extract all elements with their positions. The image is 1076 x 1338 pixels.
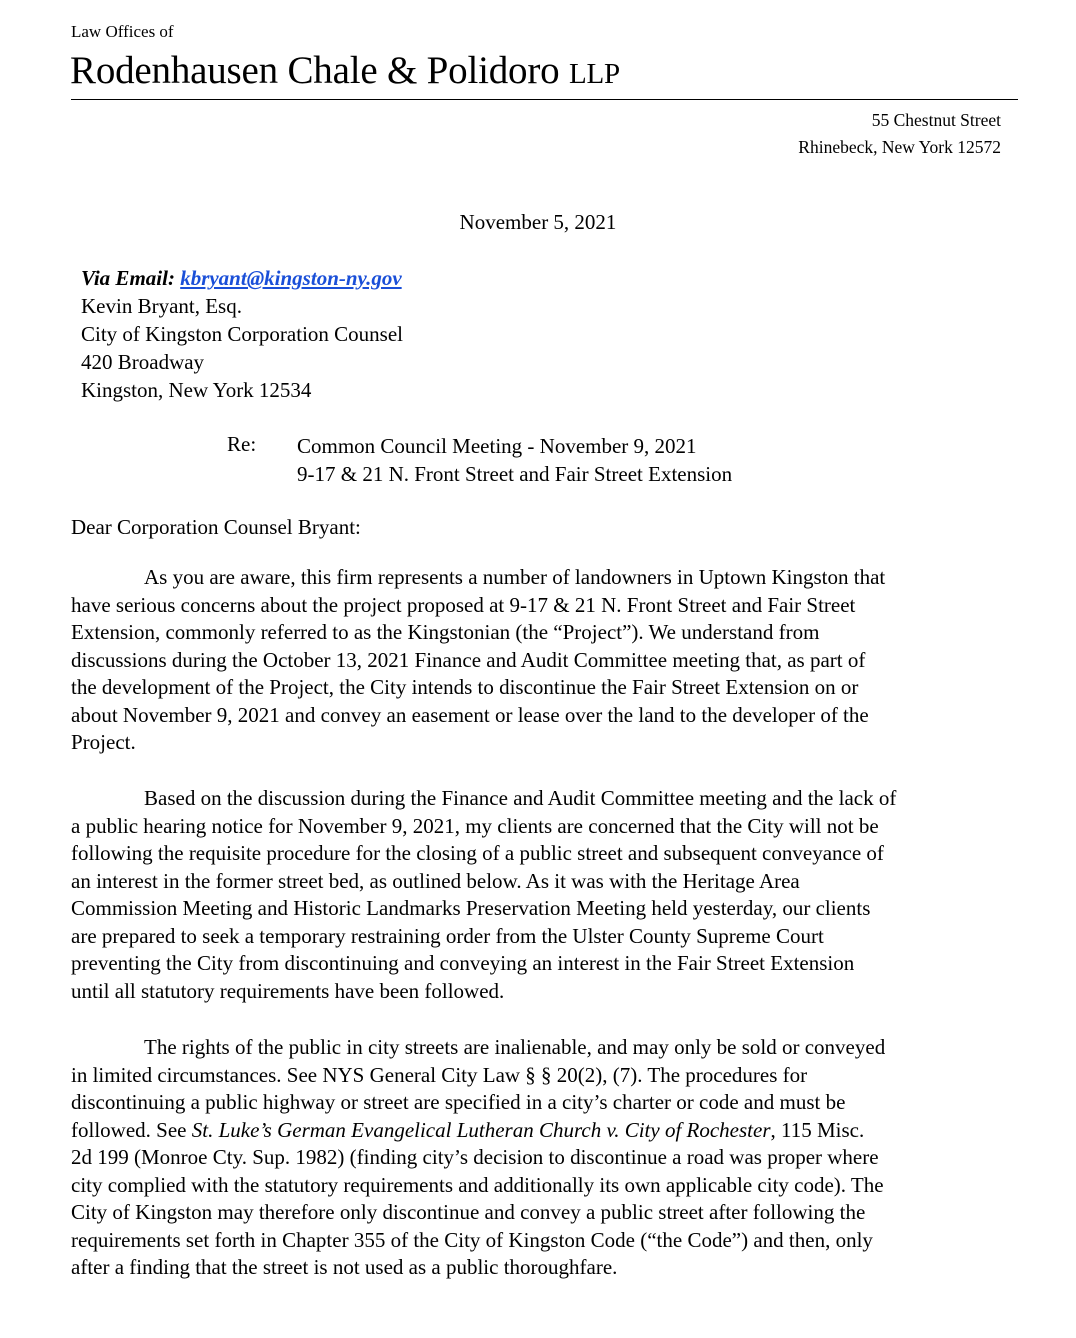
paragraph-line: discussions during the October 13, 2021 Finance and Audit Committee meeting that, as part of	[71, 647, 866, 672]
firm-address	[798, 107, 1001, 161]
recipient-street: 420 Broadway	[81, 350, 205, 374]
paragraph-line: preventing the City from discontinuing and conveying an interest in the Fair Street Extension	[71, 951, 855, 975]
paragraph-line: Extension, commonly referred to as the Kingstonian (the “Project”). We understand from	[71, 620, 820, 644]
paragraph-line: Based on the discussion during the Finance and Audit Committee meeting and the lack of	[144, 786, 897, 810]
re-label: Re:	[227, 432, 257, 456]
recipient-title: City of Kingston Corporation Counsel	[81, 322, 403, 346]
paragraph-1	[71, 564, 1021, 757]
via-email-label: Via Email:	[81, 266, 175, 290]
firm-name	[70, 48, 620, 93]
paragraph-line: Commission Meeting and Historic Landmarks Preservation Meeting held yesterday, our clients	[71, 896, 871, 920]
letterhead-divider	[71, 99, 1018, 100]
paragraph-line	[71, 1117, 1021, 1145]
paragraph-line: in limited circumstances. See NYS General City Law § § 20(2), (7). The procedures for	[71, 1062, 808, 1087]
salutation: Dear Corporation Counsel Bryant:	[71, 515, 361, 539]
paragraph-line: requirements set forth in Chapter 355 of the City of Kingston Code (“the Code”) and then, only	[71, 1227, 873, 1252]
paragraph-2	[71, 785, 1021, 1005]
paragraph-line: have serious concerns about the project proposed at 9-17 & 21 N. Front Street and Fair Street	[71, 592, 856, 617]
paragraph-line: after a finding that the street is not used as a public thoroughfare.	[71, 1255, 618, 1279]
paragraph-line: city complied with the statutory requirements and additionally its own applicable city code). The	[71, 1172, 884, 1197]
re-line-2: 9-17 & 21 N. Front Street and Fair Street Extension	[297, 462, 733, 486]
paragraph-line: Project.	[71, 730, 136, 754]
paragraph-line: City of Kingston may therefore only discontinue and convey a public street after following the	[71, 1200, 866, 1224]
via-email-line	[81, 264, 403, 292]
paragraph-line: a public hearing notice for November 9, 2021, my clients are concerned that the City will not be	[71, 813, 879, 838]
letter-date: November 5, 2021	[459, 210, 617, 234]
case-citation: St. Luke’s German Evangelical Lutheran Church v. City of Rochester	[191, 1117, 771, 1142]
re-line-1: Common Council Meeting - November 9, 2021	[297, 434, 697, 458]
recipient-email-link[interactable]: kbryant@kingston-ny.gov	[180, 266, 402, 290]
paragraph-line: 2d 199 (Monroe Cty. Sup. 1982) (finding city’s decision to discontinue a road was proper where	[71, 1145, 879, 1169]
paragraph-line: following the requisite procedure for the closing of a public street and subsequent conveyance of	[71, 841, 884, 865]
paragraph-line: The rights of the public in city streets are inalienable, and may only be sold or conveyed	[144, 1035, 886, 1059]
recipient-name: Kevin Bryant, Esq.	[81, 294, 242, 318]
paragraph-line: an interest in the former street bed, as outlined below. As it was with the Heritage Area	[71, 868, 800, 893]
paragraph-line: about November 9, 2021 and convey an easement or lease over the land to the developer of the	[71, 702, 869, 727]
recipient-block	[81, 264, 403, 404]
paragraph-line: until all statutory requirements have been followed.	[71, 978, 505, 1003]
paragraph-line: As you are aware, this firm represents a number of landowners in Uptown Kingston that	[144, 565, 886, 589]
paragraph-line: discontinuing a public highway or street are specified in a city’s charter or code and must be	[71, 1090, 846, 1114]
paragraph-3	[71, 1034, 1021, 1282]
re-subject	[297, 432, 732, 488]
address-street: 55 Chestnut Street	[871, 110, 1001, 130]
firm-suffix: LLP	[569, 58, 620, 90]
law-offices-label: Law Offices of	[71, 22, 174, 41]
citation-prefix: followed. See	[71, 1117, 192, 1142]
firm-name-text: Rodenhausen Chale & Polidoro	[70, 49, 560, 92]
recipient-city: Kingston, New York 12534	[81, 378, 312, 402]
paragraph-line: the development of the Project, the City intends to discontinue the Fair Street Extension on or	[71, 675, 859, 699]
address-city: Rhinebeck, New York 12572	[798, 137, 1001, 157]
paragraph-line: are prepared to seek a temporary restraining order from the Ulster County Supreme Court	[71, 923, 824, 948]
citation-suffix: , 115 Misc.	[770, 1117, 865, 1142]
